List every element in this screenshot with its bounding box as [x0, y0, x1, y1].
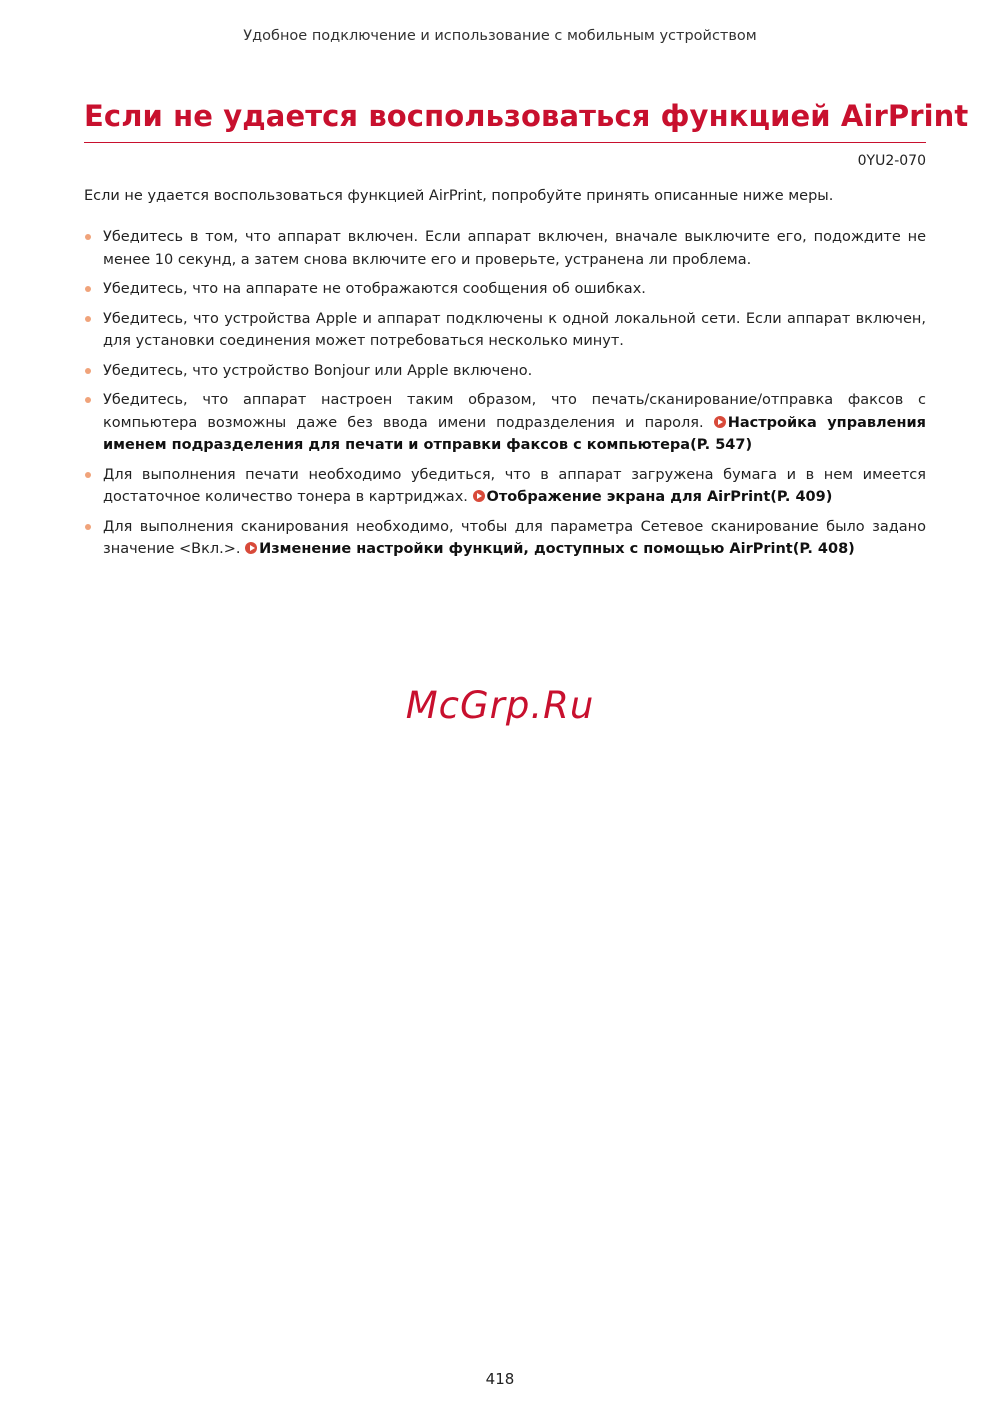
- bullet-dot-icon: [85, 286, 91, 292]
- bullet-dot-icon: [85, 368, 91, 374]
- list-item-text: Убедитесь, что аппарат настроен таким образом, что печать/сканирование/отправка факсов с компьютера возможны даже без ввода имени подразделения и пароля.: [103, 392, 926, 431]
- watermark: McGrp.Ru: [405, 684, 595, 727]
- document-code: 0YU2-070: [857, 153, 926, 169]
- page-number: 418: [485, 1370, 515, 1388]
- list-item: [84, 516, 926, 561]
- troubleshooting-list: [84, 226, 926, 568]
- cross-reference-link[interactable]: [245, 541, 855, 557]
- title-divider: [84, 142, 926, 143]
- link-label[interactable]: Настройка управления именем подразделения для печати и отправки факсов с компьютера(P. 547): [103, 414, 926, 453]
- list-item-text: Для выполнения сканирования необходимо, чтобы для параметра Сетевое сканирование было задано значение <Вкл.>.: [103, 518, 926, 557]
- running-header: Удобное подключение и использование с мобильным устройством: [243, 28, 757, 44]
- list-item: [84, 226, 926, 271]
- list-item: [84, 308, 926, 353]
- list-item: [84, 278, 926, 301]
- arrow-right-circle-icon: [473, 490, 485, 502]
- bullet-dot-icon: [85, 397, 91, 403]
- list-item-text: Убедитесь в том, что аппарат включен. Если аппарат включен, вначале выключите его, подождите не менее 10 секунд, а затем снова включите его и проверьте, устранена ли проблема.: [103, 229, 926, 268]
- bullet-dot-icon: [85, 316, 91, 322]
- list-item-text: Убедитесь, что устройство Bonjour или Apple включено.: [103, 362, 533, 379]
- page-title: Если не удается воспользоваться функцией AirPrint: [84, 99, 969, 133]
- arrow-right-circle-icon: [245, 542, 257, 554]
- arrow-right-circle-icon: [714, 416, 726, 428]
- list-item-text: Убедитесь, что устройства Apple и аппарат подключены к одной локальной сети. Если аппарат включен, для установки соединения может потребоваться несколько минут.: [103, 310, 926, 349]
- cross-reference-link[interactable]: [473, 489, 833, 505]
- bullet-dot-icon: [85, 234, 91, 240]
- list-item-text: Для выполнения печати необходимо убедиться, что в аппарат загружена бумага и в нем имеется достаточное количество тонера в картриджах.: [103, 466, 926, 505]
- list-item-text: Убедитесь, что на аппарате не отображаются сообщения об ошибках.: [103, 281, 646, 297]
- link-label[interactable]: Отображение экрана для AirPrint(P. 409): [486, 489, 833, 505]
- list-item: [84, 464, 926, 509]
- bullet-dot-icon: [85, 472, 91, 478]
- list-item: [84, 360, 926, 383]
- list-item: [84, 389, 926, 457]
- link-label[interactable]: Изменение настройки функций, доступных с помощью AirPrint(P. 408): [259, 541, 855, 557]
- bullet-dot-icon: [85, 524, 91, 530]
- intro-paragraph: Если не удается воспользоваться функцией AirPrint, попробуйте принять описанные ниже меры.: [84, 188, 834, 204]
